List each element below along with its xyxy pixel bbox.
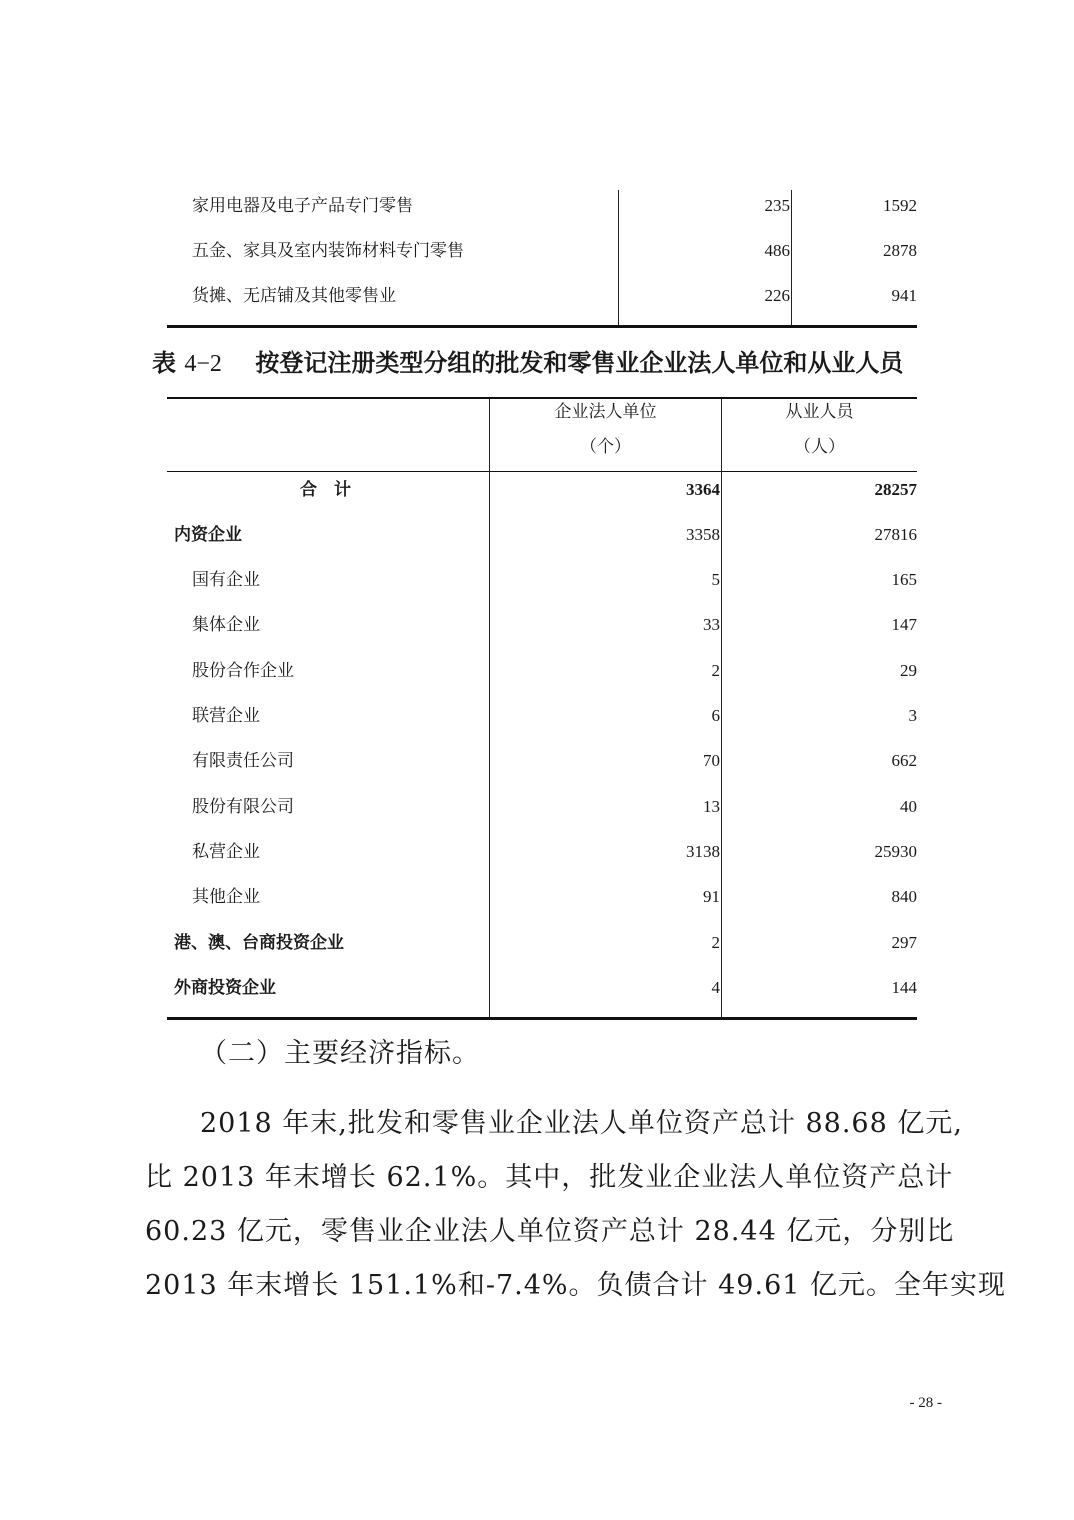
- row-persons: 144: [891, 978, 917, 997]
- row-label: 其他企业: [192, 887, 260, 907]
- paragraph-line: 比 2013 年末增长 62.1%。其中，批发业企业法人单位资产总计: [145, 1162, 954, 1193]
- row-label: 合 计: [300, 480, 351, 500]
- row-persons: 941: [891, 286, 917, 305]
- row-units: 70: [703, 751, 720, 770]
- row-label: 外商投资企业: [174, 978, 276, 998]
- row-persons: 3: [908, 706, 917, 725]
- row-label: 有限责任公司: [192, 751, 294, 771]
- row-label: 内资企业: [174, 525, 242, 545]
- row-label: 私营企业: [192, 842, 260, 862]
- table-title: [152, 346, 903, 381]
- page-number: - 28 -: [909, 1395, 942, 1411]
- row-persons: 840: [891, 887, 917, 906]
- table-header-rule: [167, 471, 917, 472]
- paragraph-line: 2018 年末,批发和零售业企业法人单位资产总计 88.68 亿元,: [200, 1108, 963, 1139]
- row-persons: 29: [900, 661, 917, 680]
- row-units: 235: [764, 196, 790, 215]
- row-label: 五金、家具及室内装饰材料专门零售: [192, 241, 464, 261]
- row-units: 3138: [686, 842, 720, 861]
- row-label: 国有企业: [192, 570, 260, 590]
- row-units: 2: [711, 661, 720, 680]
- table-title-text: 按登记注册类型分组的批发和零售业企业法人单位和从业人员: [255, 348, 904, 377]
- section-heading: （二）主要经济指标。: [200, 1038, 480, 1069]
- col-divider-1: [489, 399, 490, 1017]
- row-label: 家用电器及电子产品专门零售: [192, 196, 413, 216]
- row-persons: 147: [891, 615, 917, 634]
- row-units: 3358: [686, 525, 720, 544]
- col-divider-1: [618, 190, 619, 326]
- row-persons: 28257: [874, 480, 917, 499]
- row-label: 股份合作企业: [192, 661, 294, 681]
- row-label: 港、澳、台商投资企业: [174, 933, 344, 953]
- row-label: 货摊、无店铺及其他零售业: [192, 286, 396, 306]
- row-label: 集体企业: [192, 615, 260, 635]
- row-persons: 27816: [874, 525, 917, 544]
- row-units: 13: [703, 797, 720, 816]
- paragraph-line: 2013 年末增长 151.1%和-7.4%。负债合计 49.61 亿元。全年实现: [145, 1270, 1007, 1301]
- paragraph-line: 60.23 亿元，零售业企业法人单位资产总计 28.44 亿元，分别比: [145, 1216, 955, 1247]
- col-unit-units: （个）: [580, 437, 631, 457]
- row-persons: 297: [891, 933, 917, 952]
- table-bottom-rule: [167, 1017, 917, 1020]
- row-label: 联营企业: [192, 706, 260, 726]
- col-divider-2: [791, 190, 792, 326]
- row-units: 91: [703, 887, 720, 906]
- row-units: 6: [711, 706, 720, 725]
- col-header-persons: 从业人员: [785, 402, 854, 422]
- row-units: 486: [764, 241, 790, 260]
- row-persons: 1592: [883, 196, 917, 215]
- row-label: 股份有限公司: [192, 797, 294, 817]
- row-units: 4: [711, 978, 720, 997]
- col-unit-persons: （人）: [794, 437, 845, 457]
- row-persons: 165: [891, 570, 917, 589]
- table-bottom-rule: [167, 325, 917, 328]
- row-units: 33: [703, 615, 720, 634]
- row-persons: 25930: [874, 842, 917, 861]
- row-persons: 2878: [883, 241, 917, 260]
- row-persons: 40: [900, 797, 917, 816]
- table-title-prefix: 表: [152, 348, 176, 377]
- col-divider-2: [721, 399, 722, 1017]
- row-units: 2: [711, 933, 720, 952]
- row-units: 226: [764, 286, 790, 305]
- row-units: 3364: [686, 480, 720, 499]
- table-top-rule: [167, 397, 917, 399]
- row-units: 5: [711, 570, 720, 589]
- row-persons: 662: [891, 751, 917, 770]
- col-header-units: 企业法人单位: [554, 402, 657, 422]
- table-title-number: 4−2: [184, 351, 222, 377]
